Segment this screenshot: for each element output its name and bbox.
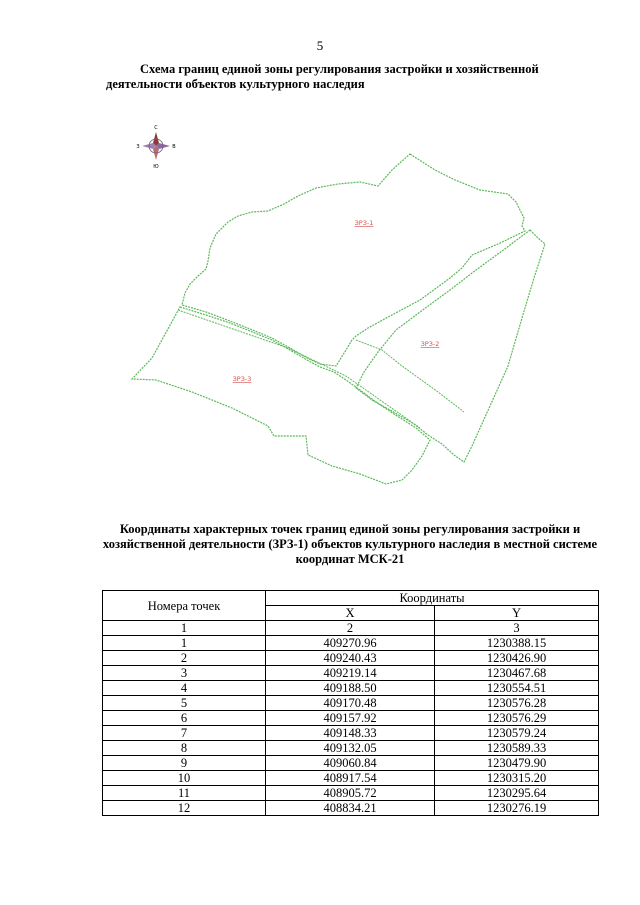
zone-1-boundary (182, 154, 525, 366)
y-coordinate-cell: 1230315.20 (435, 771, 599, 786)
y-coordinate-cell: 1230426.90 (435, 651, 599, 666)
zone-3-boundary (132, 307, 430, 484)
column-number: 3 (435, 621, 599, 636)
table-row (103, 681, 599, 696)
compass-west-label: З (136, 144, 140, 150)
compass-rose-icon (136, 125, 176, 170)
header-x: X (266, 606, 435, 621)
table-row (103, 756, 599, 771)
table-row (103, 801, 599, 816)
zone-1-label: ЗРЗ-1 (354, 219, 374, 227)
x-coordinate-cell: 409157.92 (266, 711, 435, 726)
header-point-numbers: Номера точек (103, 591, 266, 621)
table-column-numbers-row (103, 621, 599, 636)
map-svg (120, 118, 570, 498)
point-number-cell: 6 (103, 711, 266, 726)
table-row (103, 771, 599, 786)
x-coordinate-cell: 409240.43 (266, 651, 435, 666)
x-coordinate-cell: 408905.72 (266, 786, 435, 801)
point-number-cell: 12 (103, 801, 266, 816)
table-row (103, 726, 599, 741)
header-y: Y (435, 606, 599, 621)
column-number: 1 (103, 621, 266, 636)
zone-2-boundary (356, 230, 545, 462)
compass-north-label: С (154, 125, 158, 131)
y-coordinate-cell: 1230576.28 (435, 696, 599, 711)
corridor-line-lower (356, 340, 464, 412)
point-number-cell: 11 (103, 786, 266, 801)
table-header-row (103, 591, 599, 606)
y-coordinate-cell: 1230589.33 (435, 741, 599, 756)
y-coordinate-cell: 1230295.64 (435, 786, 599, 801)
column-number: 2 (266, 621, 435, 636)
table-row (103, 741, 599, 756)
x-coordinate-cell: 408834.21 (266, 801, 435, 816)
table-row (103, 636, 599, 651)
scheme-title: Схема границ единой зоны регулирования застройки и хозяйственной деятельности объектов культурного наследия (106, 62, 539, 91)
point-number-cell: 9 (103, 756, 266, 771)
zone-3-label: ЗРЗ-3 (232, 375, 252, 383)
point-number-cell: 7 (103, 726, 266, 741)
y-coordinate-cell: 1230554.51 (435, 681, 599, 696)
table-row (103, 711, 599, 726)
y-coordinate-cell: 1230388.15 (435, 636, 599, 651)
page-number: 5 (316, 38, 324, 53)
table-row (103, 651, 599, 666)
x-coordinate-cell: 409219.14 (266, 666, 435, 681)
y-coordinate-cell: 1230479.90 (435, 756, 599, 771)
y-coordinate-cell: 1230576.29 (435, 711, 599, 726)
zone-boundary-map (120, 118, 570, 498)
x-coordinate-cell: 409188.50 (266, 681, 435, 696)
x-coordinate-cell: 409060.84 (266, 756, 435, 771)
zone-2-label: ЗРЗ-2 (420, 340, 440, 348)
corridor-line-upper (178, 310, 420, 428)
x-coordinate-cell: 409170.48 (266, 696, 435, 711)
y-coordinate-cell: 1230276.19 (435, 801, 599, 816)
x-coordinate-cell: 409132.05 (266, 741, 435, 756)
compass-south-label: Ю (153, 164, 159, 170)
point-number-cell: 8 (103, 741, 266, 756)
point-number-cell: 10 (103, 771, 266, 786)
coordinates-table (102, 590, 599, 816)
y-coordinate-cell: 1230467.68 (435, 666, 599, 681)
table-row (103, 666, 599, 681)
x-coordinate-cell: 408917.54 (266, 771, 435, 786)
point-number-cell: 2 (103, 651, 266, 666)
table-row (103, 786, 599, 801)
x-coordinate-cell: 409270.96 (266, 636, 435, 651)
point-number-cell: 3 (103, 666, 266, 681)
point-number-cell: 1 (103, 636, 266, 651)
y-coordinate-cell: 1230579.24 (435, 726, 599, 741)
point-number-cell: 4 (103, 681, 266, 696)
table-row (103, 696, 599, 711)
point-number-cell: 5 (103, 696, 266, 711)
header-coordinates: Координаты (266, 591, 599, 606)
x-coordinate-cell: 409148.33 (266, 726, 435, 741)
table-title: Координаты характерных точек границ единой зоны регулирования застройки и хозяйственной деятельности (ЗРЗ-1) объектов культурного наследия в местной системе координат МСК-21 (102, 522, 598, 566)
compass-east-label: В (172, 144, 176, 150)
